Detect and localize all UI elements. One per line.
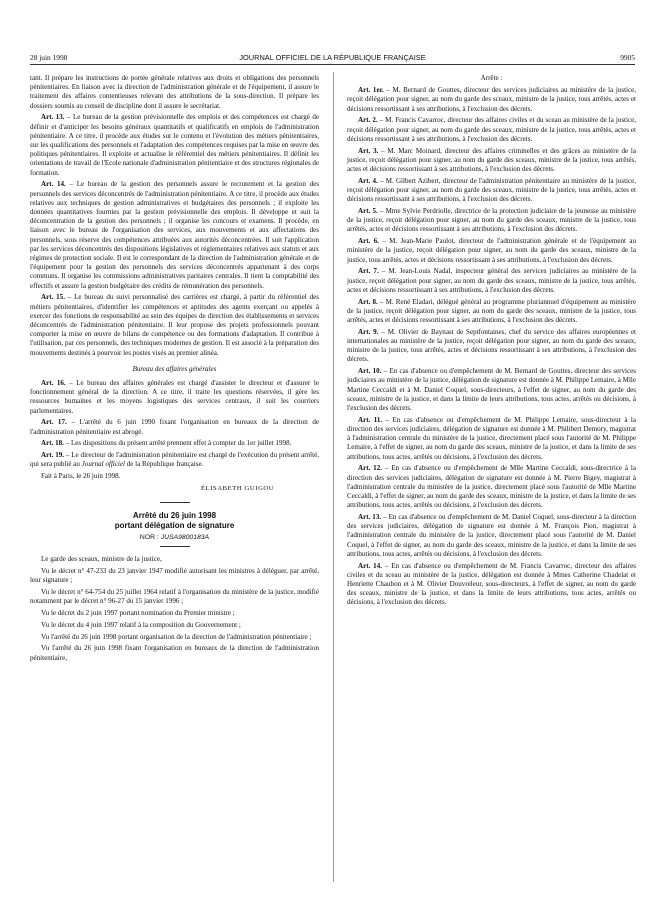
section-heading: Bureau des affaires générales <box>132 364 217 373</box>
article-text: – M. Francis Cavarroc, directeur des affaires civiles et du sceau au ministère de la justice, reçoit délégation pour signer, au nom du garde des sceaux, ministre de la justice, tous arrêtés, actes et décisions ressortissant à ses attributions, à l'exclusion des décrets. <box>347 116 636 143</box>
article-label: Art. 13. <box>41 113 65 122</box>
article-6 <box>347 237 636 265</box>
article-label: Art. 12. <box>358 464 382 473</box>
article-label: Art. 19. <box>41 451 64 460</box>
article-text: – M. Marc Moinard, directeur des affaires criminelles et des grâces au ministère de la justice, reçoit délégation pour signer, au nom du garde des sceaux, ministre de la justice, tous arrêtés, actes et décisions ressortissant à ses attributions, à l'exclusion des décrets. <box>347 146 636 174</box>
article-text: – En cas d'absence ou d'empêchement de M. Philippe Lemaire, sous-directeur à la direction des services judiciaires, délégation de signature est donnée à M. Philibert Demory, magistrat à l'administration centrale du ministère de la justice, directement placé sous l'autorité de M. Philippe Lemaire, à l'effet de signer, au nom du garde des sceaux, ministre de la justice, et dans la limite de ses attributions, tous actes, arrêtés ou décisions, à l'exclusion des décrets. <box>347 415 636 461</box>
left-column <box>30 74 319 665</box>
header-rule <box>30 64 635 65</box>
article-9 <box>347 328 636 365</box>
right-column <box>347 74 636 610</box>
page-header <box>30 52 635 63</box>
article-8 <box>347 298 636 326</box>
article-label: Art. 11. <box>358 415 383 424</box>
article-4 <box>347 177 636 205</box>
article-2 <box>347 116 636 144</box>
article-text: – En cas d'absence ou d'empêchement de M. Daniel Coquel, sous-directeur à la direction des services judiciaires, délégation de signature est donnée à M. François Pion, magistrat à l'administration centrale du ministère de la justice, directement placé sous l'autorité de M. Daniel Coquel, à l'effet de signer, au nom du garde des sceaux, ministre de la justice, et dans la limite de ses attributions, tous actes, arrêtés ou décisions, à l'exclusion des décrets. <box>347 513 636 558</box>
article-3 <box>347 147 636 175</box>
separator-rule <box>160 546 190 547</box>
article-13 <box>347 513 636 559</box>
article-18 <box>30 439 319 448</box>
decree-title: Arrêté du 26 juin 1998 portant délégation de signature <box>114 511 235 531</box>
article-label: Art. 3. <box>358 146 379 155</box>
article-text: – M. Gilbert Azibert, directeur de l'administration pénitentiaire au ministère de la justice, reçoit délégation pour signer, au nom du garde des sceaux, ministre de la justice, tous arrêtés, actes et décisions ressortissant à ses attributions, à l'exclusion des décrets. <box>347 176 636 204</box>
signatory-name: ÉLISABETH GUIGOU <box>201 485 275 493</box>
article-label: Art. 17. <box>41 418 67 427</box>
page-number: 9905 <box>620 53 635 62</box>
header-date: 28 juin 1998 <box>30 53 68 62</box>
article-text: – Le directeur de l'administration pénitentiaire est chargé de l'exécution du présent arrêté, qui sera publié au <box>30 451 319 469</box>
article-5 <box>347 207 636 235</box>
journal-title: JOURNAL OFFICIEL DE LA RÉPUBLIQUE FRANÇAISE <box>239 53 426 62</box>
article-text: – Le bureau de la gestion prévisionnelle des emplois et des compétences est chargé de définir et d'anticiper les besoins généraux quantitatifs et qualificatifs en emplois de l'administration pénitentiaire. A ce titre, il procède aux études sur le contenu et l'évolution des métiers pénitentiaires, sur les qualifications des personnels et l'adaptation des compétences requises par la mise en œuvre des politiques pénitentiaires. Il exploite et actualise le référentiel des métiers pénitentiaires. Il définit les orientations de travail de l'Ecole nationale d'administration pénitentiaire et des structures régionales de formation. <box>30 113 320 177</box>
article-10 <box>347 367 636 413</box>
article-text: – En cas d'absence ou d'empêchement de M. Bernard de Gouttes, directeur des services judiciaires au ministère de la justice, délégation de signature est donnée à M. Philippe Lemaire, à Mlle Martine Ceccaldi et à M. Daniel Coquel, sous-directeurs, à l'effet de signer, au nom du garde des sceaux, ministre de la justice, et dans la limite de leurs attributions, tous actes, arrêtés ou décisions, à l'exclusion des décrets. <box>347 367 636 413</box>
article-19 <box>30 451 319 469</box>
article-label: Art. 18. <box>41 439 64 448</box>
article-text: de la République française. <box>124 460 204 469</box>
signature-line <box>30 484 319 494</box>
article-label: Art. 9. <box>358 327 379 336</box>
article-14 <box>347 562 636 608</box>
article-17 <box>30 418 319 436</box>
article-label: Art. 8. <box>358 297 378 306</box>
visa: Vu l'arrêté du 26 juin 1998 portant organisation de la direction de l'administration pénitentiaire ; <box>41 632 312 641</box>
article-15 <box>30 293 319 357</box>
article-text: – En cas d'absence ou d'empêchement de Mlle Martine Ceccaldi, sous-directrice à la direction des services judiciaires, délégation de signature est donnée à M. Pierre Bigey, magistrat à l'administration centrale du ministère de la justice, directement placé sous l'autorité de Mlle Martine Ceccaldi, à l'effet de signer, au nom du garde des sceaux, ministre de la justice, et dans la limite de ses attributions, tous actes, arrêtés ou décisions, à l'exclusion des décrets. <box>347 464 636 510</box>
visa: Vu le décret du 4 juin 1997 relatif à la composition du Gouvernement ; <box>41 620 241 629</box>
article-label: Art. 7. <box>358 267 379 276</box>
article-13 <box>30 113 319 177</box>
article-text: – Les dispositions du présent arrêté prennent effet à compter du 1er juillet 1998. <box>63 439 292 448</box>
separator-rule <box>160 502 190 503</box>
article-text: – Mme Sylvie Perdriolle, directrice de la protection judiciaire de la jeunesse au ministère de la justice, reçoit délégation pour signer, au nom du garde des sceaux, ministre de la justice, tous arrêtés, actes et décisions ressortissant à ses attributions, à l'exclusion des décrets. <box>347 207 637 234</box>
article-text: – M. Olivier de Baynast de Septfontaines, chef du service des affaires européennes et internationales au ministère de la justice, reçoit délégation pour signer, au nom du garde des sceaux, ministre de la justice, tous arrêtés, actes et décisions ressortissant à ses attributions, à l'exclusion des décrets. <box>347 327 637 364</box>
nor-code: JUSA9800183A <box>160 534 210 542</box>
article-12 <box>347 464 636 510</box>
article-text: – Le bureau des affaires générales est chargé d'assister le directeur et d'assurer le fonctionnement général de la direction. A ce titre, il traite les questions réservées, il gère les ressources humaines et les moyens logistiques des services centraux, il suit les courriers parlementaires. <box>30 379 319 415</box>
visa: Vu l'arrêté du 26 juin 1998 fixant l'organisation en bureaux de la direction de l'administration pénitentiaire, <box>30 644 319 662</box>
article-text: – M. Jean-Louis Nadal, inspecteur général des services judiciaires au ministère de la justice, reçoit délégation pour signer, au nom du garde des sceaux, ministre de la justice, tous arrêtés, actes et décisions ressortissant à ses attributions, à l'exclusion des décrets. <box>347 267 636 294</box>
article-label: Art. 1er. <box>358 86 384 95</box>
article-11 <box>347 416 636 462</box>
journal-reference: Journal officiel <box>81 460 125 469</box>
visa: Vu le décret n° 64-754 du 25 juillet 1964 relatif à l'organisation du ministère de la justice, modifié notamment par le décret n° 96-27 du 15 janvier 1996 ; <box>30 588 319 606</box>
visa: Vu le décret n° 47-233 du 23 janvier 1947 modifié autorisant les ministres à déléguer, par arrêté, leur signature ; <box>30 567 319 585</box>
arrete-heading: Arrête : <box>480 74 503 82</box>
article-16 <box>30 379 319 416</box>
article-label: Art. 2. <box>358 116 378 125</box>
article-label: Art. 6. <box>358 237 379 246</box>
article-text: – M. Jean-Marie Paulot, directeur de l'administration générale et de l'équipement au ministère de la justice, reçoit délégation pour signer, au nom du garde des sceaux, ministre de la justice, tous arrêtés, actes et décisions ressortissant à ses attributions, à l'exclusion des décrets. <box>347 237 636 264</box>
article-text: – M. René Eladari, délégué général au programme pluriannuel d'équipement au ministère de la justice, reçoit délégation pour signer, au nom du garde des sceaux, ministre de la justice, tous arrêtés, actes et décisions ressortissant à ses attributions, à l'exclusion des décrets. <box>347 297 637 325</box>
article-label: Art. 4. <box>358 176 378 185</box>
article-14 <box>30 180 319 290</box>
column-divider <box>333 72 334 882</box>
article-label: Art. 14. <box>41 180 66 189</box>
article-text: – Le bureau de la gestion des personnels assure le recrutement et la gestion des personnels des services déconcentrés de l'administration pénitentiaire. A ce titre, il procède aux études relatives aux techniques de gestion administratives et budgétaires des personnels ; il exploite les données quantitatives fournies par la gestion prévisionnelle des emplois. Il développe et suit la déconcentration de la gestion des personnels ; il organise les concours et examens. Il procède, en liaison avec le bureau de l'organisation des services, aux mouvements et aux affectations des personnels, sous réserve des compétences attribuées aux autorités déconcentrées. Il suit l'application par les services déconcentrés des dispositions législatives et réglementaires relatives aux statuts et aux régimes de protection sociale. Il est le correspondant de la direction de l'administration générale et de l'équipement pour la gestion des personnels des services déconcentrés appartenant à des corps communs. Il organise les commissions administratives paritaires centrales. Il tient la comptabilité des effectifs et assure la gestion budgétaire des crédits de rémunération des personnels. <box>30 180 319 290</box>
article-text: – Le bureau du suivi personnalisé des carrières est chargé, à partir du référentiel des métiers pénitentiaires, d'identifier les compétences et aptitudes des agents exerçant ou appelés à exercer des fonctions de responsabilité au sein des équipes de direction des établissements et services déconcentrés de l'administration pénitentiaire. Il leur propose des projets professionnels pouvant comporter la mise en œuvre de bilans de compétence ou des formations d'adaptation. Il contribue à l'utilisation, par ces personnels, des techniques modernes de gestion. Il est associé à la préparation des mouvements destinés à pourvoir les postes visés au premier alinéa. <box>30 293 319 357</box>
decree-nor <box>30 533 319 542</box>
visa-minister: Le garde des sceaux, ministre de la justice, <box>41 555 162 564</box>
article-text: – En cas d'absence ou d'empêchement de M. Francis Cavarroc, directeur des affaires civiles et du sceau au ministère de la justice, délégation est donnée à Mmes Catherine Chadelat et Henriette Chaubon et à M. Olivier Douvreleur, sous-directeurs, à l'effet de signer, au nom du garde des sceaux, ministre de la justice, et dans la limite de leurs attributions, tous actes, arrêtés ou décisions, à l'exclusion des décrets. <box>347 561 636 607</box>
article-7 <box>347 267 636 295</box>
article-text: – L'arrêté du 6 juin 1990 fixant l'organisation en bureaux de la direction de l'administration pénitentiaire est abrogé. <box>30 418 319 436</box>
article-label: Art. 16. <box>41 379 66 388</box>
article-1 <box>347 86 636 114</box>
article-label: Art. 10. <box>358 367 382 376</box>
article-label: Art. 13. <box>358 513 382 522</box>
visa: Vu le décret du 2 juin 1997 portant nomination du Premier ministre ; <box>41 609 235 618</box>
article-label: Art. 5. <box>358 207 378 216</box>
article-text: – M. Bernard de Gouttes, directeur des services judiciaires au ministère de la justice, reçoit délégation pour signer, au nom du garde des sceaux, ministre de la justice, tous arrêtés, actes et décisions ressortissant à ses attributions, à l'exclusion des décrets. <box>347 86 637 113</box>
nor-prefix: NOR : <box>139 534 161 542</box>
signoff: Fait à Paris, le 26 juin 1998. <box>41 472 121 481</box>
article-label: Art. 15. <box>41 293 65 302</box>
article-label: Art. 14. <box>358 561 382 570</box>
continued-paragraph: tant. Il prépare les instructions de portée générale relatives aux droits et obligations des personnels pénitentiaires. En liaison avec la direction de l'administration générale et de l'équipement, il assure le traitement des affaires contentieuses relevant des attributions de la sous-direction. Il prépare les dossiers soumis au conseil de discipline dont il assure le secrétariat. <box>30 74 319 110</box>
